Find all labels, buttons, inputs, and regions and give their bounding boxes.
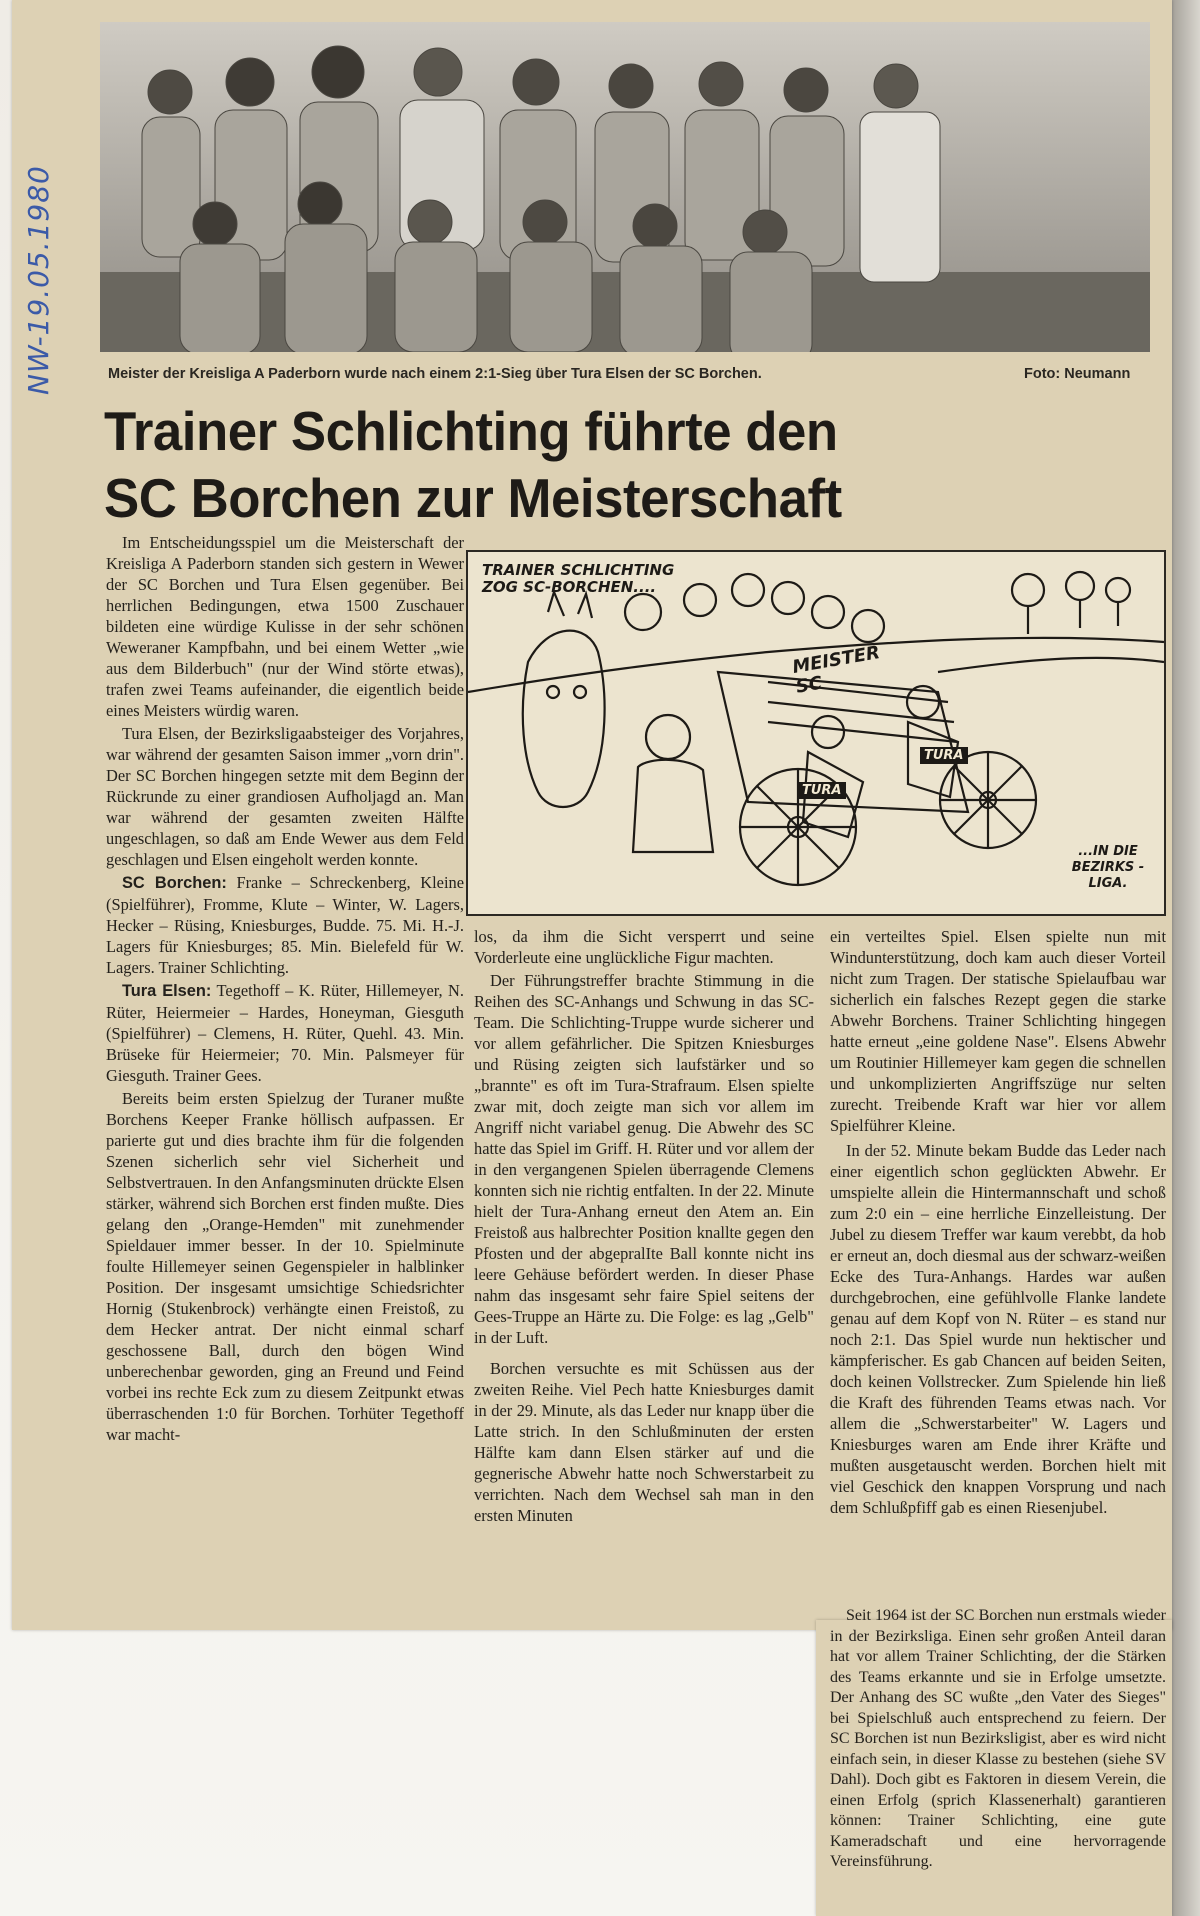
lineup-elsen xyxy=(106,980,464,1086)
lineup-label: SC Borchen: xyxy=(122,874,227,892)
cartoon-sign-meister: MEISTER SC xyxy=(790,642,882,698)
paragraph: In der 52. Minute bekam Budde das Leder nach einer eigentlich schon geglückten Abwehr. Er umspielte allein die Hintermannschaft und schoß zum 2:0 ein – eine herrliche Einzelleistung. Der Jubel zu diesem Treffer war kaum verebbt, da hob er erneut an, doch diesmal aus der schwarz-weißen Ecke des Tura-Anhangs. Hardes war außen durchgebrochen, eine gefühlvolle Flanke landete genau auf dem Kopf von N. Rüter – es stand nur noch 2:1. Das Spiel wurde nun hektischer und kämpferischer. Es gab Chancen auf beiden Seiten, doch keinen Vollstrecker. Zum Spielende hin ließ die Kraft des führenden Teams etwas nach. Vor allem die „Schwerstarbeiter" W. Lagers und Kniesburges waren am Ende ihrer Kräfte und mußten ausgetauscht werden. Borchen hielt mit viel Geschick den knappen Vorsprung und nach dem Schlußpfiff gab es einen Riesenjubel. xyxy=(830,1141,1166,1517)
lineup-text: Franke – Schreckenberg, Kleine (Spielführer), Fromme, Klute – Winter, W. Lagers, Hecker – Rüsing, Kniesburges, Budde. 75. Mi. H.-J. Lagers für Kniesburges; 85. Min. Bielefeld für W. Lagers. Trainer Schlichting. xyxy=(106,873,464,977)
handwritten-date-note xyxy=(22,325,55,395)
team-photo-image xyxy=(100,22,1150,352)
photo-credit: Foto: Neumann xyxy=(1024,366,1131,382)
cartoon-caption-top: TRAINER SCHLICHTING ZOG SC-BORCHEN.... xyxy=(482,561,675,596)
cartoon-caption-bottom: ...IN DIE BEZIRKS -LIGA. xyxy=(1071,844,1145,891)
team-photo xyxy=(100,22,1150,352)
lineup-borchen xyxy=(106,872,464,978)
lineup-text: Tegethoff – K. Rüter, Hillemeyer, N. Rüter, Heiermeier – Hardes, Honeyman, Giesguth (Spielführer) – Clemens, H. Rüter, Quehl. 43. Min. Brüseke für Heiermeier; 70. Min. Palsmeyer für Giesguth. Trainer Gees. xyxy=(106,981,464,1085)
headline-line-1: Trainer Schlichting führte den xyxy=(104,400,838,462)
paragraph: Bereits beim ersten Spielzug der Turaner mußte Borchens Keeper Franke höllisch aufpassen. Er parierte gut und dies brachte ihm für die folgenden Szenen sicherlich sehr viel Sicherheit und Selbstvertrauen. In den Anfangsminuten drückte Elsen stärker, während sich Borchen erst finden mußte. Dies gelang den „Orange-Hemden" mit zunehmender Spieldauer immer besser. In der 10. Spielminute foulte Hillemeyer seinen Gegenspieler in halblinker Position. Der insgesamt umsichtige Schiedsrichter Hornig (Stukenbrock) verhängte einen Freistoß, zu dem Hecker antrat. Der nicht einmal scharf geschossene Ball, durch den bögen Wind unberechenbar geworden, ging an Freund und Feind vorbei ins rechte Eck zum zu diesem Zeitpunkt etwas überraschenden 1:0 für Borchen. Torhüter Tegethoff war macht- xyxy=(106,1089,464,1444)
paragraph: los, da ihm die Sicht versperrt und seine Vorderleute eine unglückliche Figur machten. xyxy=(474,927,814,967)
cartoon-illustration xyxy=(466,550,1166,916)
article-headline xyxy=(104,398,1112,532)
cartoon-tura-shirt-1: TURA xyxy=(798,782,846,799)
paragraph: Tura Elsen, der Bezirksligaabsteiger des Vorjahres, war während der gesamten Saison immer „vorn drin". Der SC Borchen hingegen setzte mit dem Beginn der Rückrunde zu einer grandiosen Aufholjagd an. Man war während der gesamten zweiten Hälfte ungeschlagen, so daß am Ende Wewer aus dem Feld geschlagen und Elsen eingeholt werden konnte. xyxy=(106,724,464,869)
lineup-label: Tura Elsen: xyxy=(122,982,212,1000)
paragraph: Seit 1964 ist der SC Borchen nun erstmals wieder in der Bezirksliga. Einen sehr großen Anteil daran hat vor allem Trainer Schlichting, der die Stärken des Teams erkannte und sie in Erfolge umsetzte. Der Anhang des SC wußte „den Vater des Sieges" bei Spielschluß auch entsprechend zu feiern. Der SC Borchen ist nun Bezirksligist, aber es wird nicht einfach sein, in dieser Klasse zu bestehen (siehe SV Dahl). Doch gibt es Faktoren in diesem Verein, die einen Erfolg (sprich Klassenerhalt) garantieren können: Trainer Schlichting, eine gute Kameradschaft und eine hervorragende Vereinsführung. xyxy=(830,1607,1166,1870)
cartoon-tura-shirt-2: TURA xyxy=(920,747,968,764)
article-column-3-continued xyxy=(830,1606,1166,1875)
paragraph: ein verteiltes Spiel. Elsen spielte nun mit Windunterstützung, doch kam auch dieser Vorteil nicht zum Tragen. Der statische Spielaufbau war sicherlich ein falsches Rezept gegen die starke Abwehr Borchens. Trainer Schlichting hingegen hatte erneut „eine goldene Nase". Elsens Abwehr um Routinier Hillemeyer kam gegen die schnellen und unkomplizierten Angriffszüge nur selten zurecht. Treibende Kraft war hier vor allem Spielführer Kleine. xyxy=(830,927,1166,1135)
photo-caption: Meister der Kreisliga A Paderborn wurde nach einem 2:1-Sieg über Tura Elsen der SC Borchen. xyxy=(108,366,762,382)
paragraph: Im Entscheidungsspiel um die Meisterschaft der Kreisliga A Paderborn standen sich gestern in Wewer der SC Borchen und Tura Elsen gegenüber. Bei herrlichen Bedingungen, etwa 1500 Zuschauer bildeten eine würdige Kulisse in der sehr schönen Weweraner Kampfbahn, und bei einem Wetter „wie aus dem Bilderbuch" (nur der Wind störte etwas), trafen zwei Teams aufeinander, die eigentlich beide eines Meisters würdig waren. xyxy=(106,533,464,720)
article-column-2 xyxy=(474,926,814,1528)
desk-shadow xyxy=(1168,0,1200,1916)
paragraph: Der Führungstreffer brachte Stimmung in die Reihen des SC-Anhangs und Schwung in das SC-Team. Die Schlichting-Truppe wurde sicherer und vor allem gefährlicher. Die Spitzen Kniesburges und Rüsing zeigten sich laufstärker und so „brannte" es oft im Tura-Strafraum. Elsen spielte zwar mit, doch zeigte man sich vor allem im Angriff nicht variabel genug. Die Abwehr des SC hatte das Spiel im Griff. H. Rüter und vor allem der in den vergangenen Spielen überragende Clemens konnten sich nie richtig entfalten. In der 22. Minute hielt der Tura-Anhang erneut den Atem an. Ein Freistoß aus halbrechter Position knallte gegen den Pfosten und der abgepralIte Ball konnte nicht ins leere Gehäuse befördert werden. In dieser Phase nahm das insgesamt sehr faire Spiel seitens der Gees-Truppe an Härte zu. Die Folge: es lag „Gelb" in der Luft. xyxy=(474,971,814,1347)
article-column-3 xyxy=(830,926,1166,1520)
headline-line-2: SC Borchen zur Meisterschaft xyxy=(104,467,842,529)
paragraph: Borchen versuchte es mit Schüssen aus der zweiten Reihe. Viel Pech hatte Kniesburges damit in der 29. Minute, als das Leder nur knapp über die Latte strich. In den Schlußminuten der ersten Hälfte kam dann Elsen stärker auf und die gegnerische Abwehr hatte noch Schwerstarbeit zu verrichten. Nach dem Wechsel sah man in den ersten Minuten xyxy=(474,1359,814,1525)
article-column-1 xyxy=(106,532,464,1447)
